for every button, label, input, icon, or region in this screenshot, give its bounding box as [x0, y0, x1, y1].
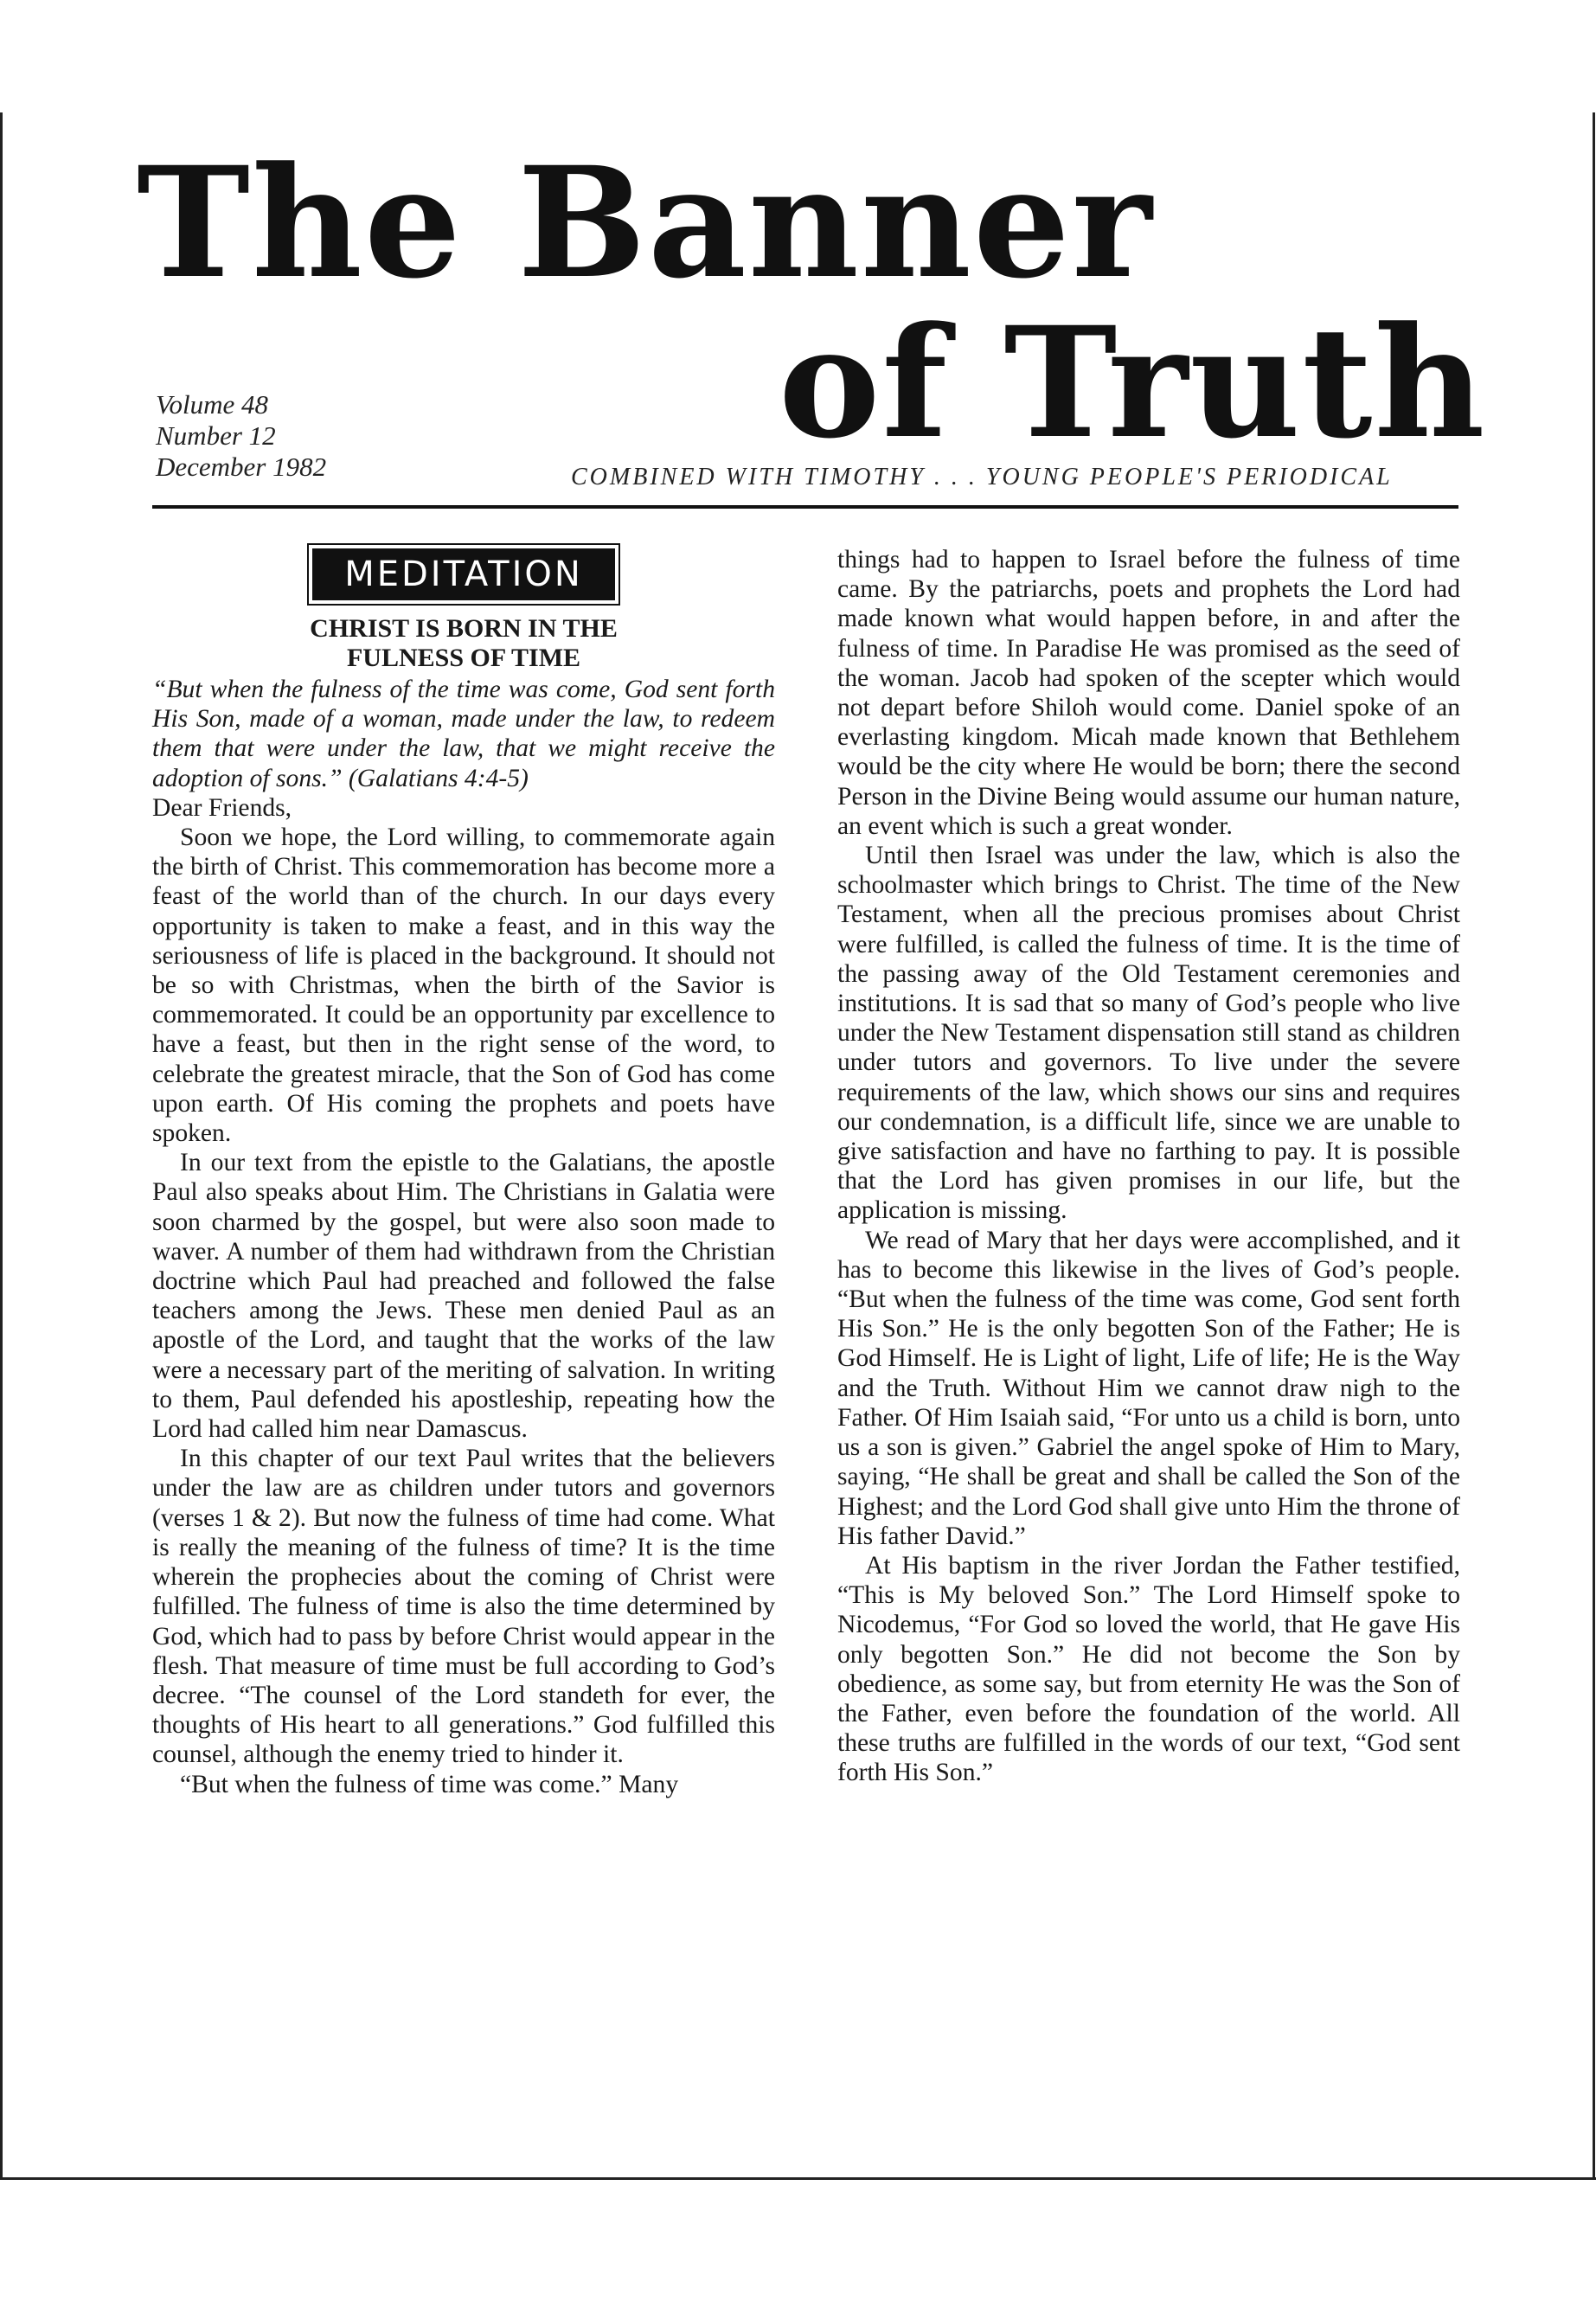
page-edge-left: [0, 112, 3, 2180]
issue-number: Number 12: [156, 420, 276, 451]
paragraph: In this chapter of our text Paul writes that the believers under the law are as children under tutors and governors (verses 1 & 2). But now the fulness of time had come. What is really the meaning of the fulness of time? It is the time wherein the prophecies about the coming of Christ were fulfilled. The fulness of time is also the time determined by God, which had to pass by before Christ would appear in the flesh. That measure of time must be full according to God’s decree. “The counsel of the Lord standeth for ever, the thoughts of His heart to all generations.” God fulfilled this counsel, although the enemy tried to hinder it.: [152, 1445, 775, 1769]
article-title-line1: CHRIST IS BORN IN THE: [310, 614, 618, 643]
issue-date: December 1982: [156, 452, 327, 482]
masthead-title-line2: of Truth: [779, 293, 1487, 472]
article-title: [152, 614, 775, 673]
paragraph: In our text from the epistle to the Galatians, the apostle Paul also speaks about Him. The Christians in Galatia were soon charmed by the gospel, but were also soon made to waver. A number of them had withdrawn from the Christian doctrine which Paul had preached and followed the false teachers among the Jews. These men denied Paul as an apostle of the Lord, and taught that the works of the law were a necessary part of the meriting of salvation. In writing to them, Paul defended his apostleship, repeating how the Lord had called him near Damascus.: [152, 1149, 775, 1444]
page-edge-right: [1593, 112, 1595, 2180]
masthead-rule: [152, 505, 1458, 509]
paragraph: things had to happen to Israel before the fulness of time came. By the patriarchs, poets and prophets the Lord had made known what would happen before, in and after the fulness of time. In Paradise He was promised as the seed of the woman. Jacob had spoken of the scepter which would not depart before Shiloh would come. Daniel spoke of an everlasting kingdom. Micah made known that Bethlehem would be the city where He would be born; there the second Person in the Divine Being would assume our human nature, an event which is such a great wonder.: [837, 546, 1460, 840]
paragraph: At His baptism in the river Jordan the Father testified, “This is My beloved Son.” The Lord Himself spoke to Nicodemus, “For God so loved the world, that He gave His only begotten Son.” He did not become the Son by obedience, as some say, but from eternity He was the Son of the Father, even before the foundation of the world. All these truths are fulfilled in the words of our text, “God sent forth His Son.”: [837, 1551, 1460, 1787]
issue-info: [156, 389, 326, 483]
salutation: Dear Friends,: [152, 793, 292, 822]
paragraph: “But when the fulness of time was come.” Many: [180, 1770, 679, 1798]
article-column-left: [152, 543, 775, 1799]
article-column-right: [837, 545, 1460, 1788]
article-title-line2: FULNESS OF TIME: [346, 644, 581, 672]
issue-volume: Volume 48: [156, 389, 269, 420]
scripture-quote: “But when the fulness of the time was come, God sent forth His Son, made of a woman, made under the law, to redeem them that were under the law, that we might receive the adoption of sons.” (Galatians 4:4-5): [152, 676, 775, 792]
page-edge-bottom: [0, 2177, 1596, 2180]
paragraph: Until then Israel was under the law, which is also the schoolmaster which brings to Christ. The time of the New Testament, when all the precious promises about Christ were fulfilled, is called the fulness of time. It is the time of the passing away of the Old Testament ceremonies and institutions. It is sad that so many of God’s people who live under the New Testament dispensation still stand as children under tutors and governors. To live under the severe requirements of the law, which shows our sins and requires our condemnation, is a difficult life, since we are unable to give satisfaction and have no farthing to pay. It is possible that the Lord has given promises in our life, but the application is missing.: [837, 842, 1460, 1225]
section-label-box: [307, 543, 620, 606]
paragraph: We read of Mary that her days were accomplished, and it has to become this likewise in the lives of God’s people. “But when the fulness of the time was come, God sent forth His Son.” He is the only begotten Son of the Father; He is God Himself. He is Light of light, Life of life; He is the Way and the Truth. Without Him we cannot draw nigh to the Father. Of Him Isaiah said, “For unto us a child is born, unto us a son is given.” Gabriel the angel spoke of Him to Mary, saying, “He shall be great and shall be called the Son of the Highest; and the Lord God shall give unto Him the throne of His father David.”: [837, 1226, 1460, 1550]
section-label: MEDITATION: [312, 548, 615, 600]
masthead-tagline: COMBINED WITH TIMOTHY . . . YOUNG PEOPLE'S PERIODICAL: [571, 464, 1393, 490]
paragraph: Soon we hope, the Lord willing, to commemorate again the birth of Christ. This commemoration has become more a feast of the world than of the church. In our days every opportunity is taken to make a feast, and in this way the seriousness of life is placed in the background. It should not be so with Christmas, when the birth of the Savior is commemorated. It could be an opportunity par excellence to have a feast, but then in the right sense of the word, to celebrate the greatest miracle, that the Son of God has come upon earth. Of His coming the prophets and poets have spoken.: [152, 824, 775, 1148]
masthead-title-line1: The Banner: [137, 133, 1154, 312]
